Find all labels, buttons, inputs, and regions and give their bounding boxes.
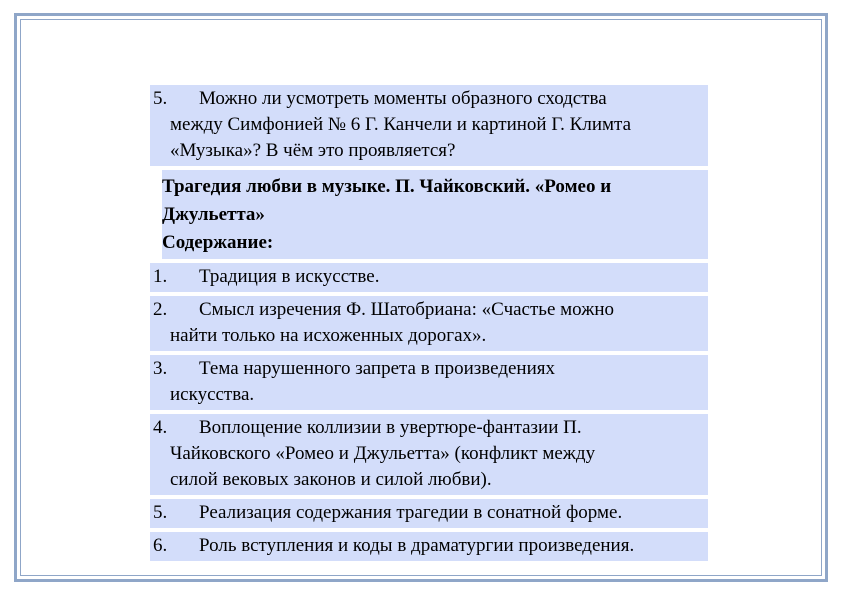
item-text-continued: искусства. — [170, 384, 255, 405]
list-item — [150, 355, 708, 410]
item-number: 1. — [153, 266, 168, 287]
question-number: 5. — [153, 88, 168, 109]
item-text-continued: найти только на исхоженных дорогах». — [170, 325, 487, 346]
list-item — [150, 532, 708, 561]
question-line-3: «Музыка»? В чём это проявляется? — [170, 140, 456, 161]
item-number: 5. — [153, 502, 168, 523]
item-number: 2. — [153, 299, 168, 320]
topic-heading — [162, 170, 708, 259]
list-item — [150, 499, 708, 528]
item-number: 3. — [153, 358, 168, 379]
item-text: Традиция в искусстве. — [199, 266, 380, 287]
item-text-continued: Чайковского «Ромео и Джульетта» (конфликт между — [170, 443, 596, 464]
item-text-continued: силой вековых законов и силой любви). — [170, 469, 492, 490]
list-item — [150, 263, 708, 292]
item-text: Тема нарушенного запрета в произведениях — [199, 358, 555, 379]
item-number: 6. — [153, 535, 168, 556]
item-text: Воплощение коллизии в увертюре-фантазии П. — [199, 417, 582, 438]
topic-title-line-2: Джульетта» — [162, 204, 265, 225]
item-text: Роль вступления и коды в драматургии произведения. — [199, 535, 635, 556]
slide-content — [150, 85, 708, 565]
question-item — [150, 85, 708, 166]
item-number: 4. — [153, 417, 168, 438]
list-item — [150, 296, 708, 351]
item-text: Смысл изречения Ф. Шатобриана: «Счастье можно — [199, 299, 614, 320]
topic-title-line-1: Трагедия любви в музыке. П. Чайковский. «Ромео и — [162, 176, 612, 197]
list-item — [150, 414, 708, 495]
question-line-1: Можно ли усмотреть моменты образного сходства — [199, 88, 607, 109]
question-line-2: между Симфонией № 6 Г. Канчели и картиной Г. Климта — [170, 114, 632, 135]
contents-label: Содержание: — [162, 232, 274, 253]
item-text: Реализация содержания трагедии в сонатной форме. — [199, 502, 623, 523]
